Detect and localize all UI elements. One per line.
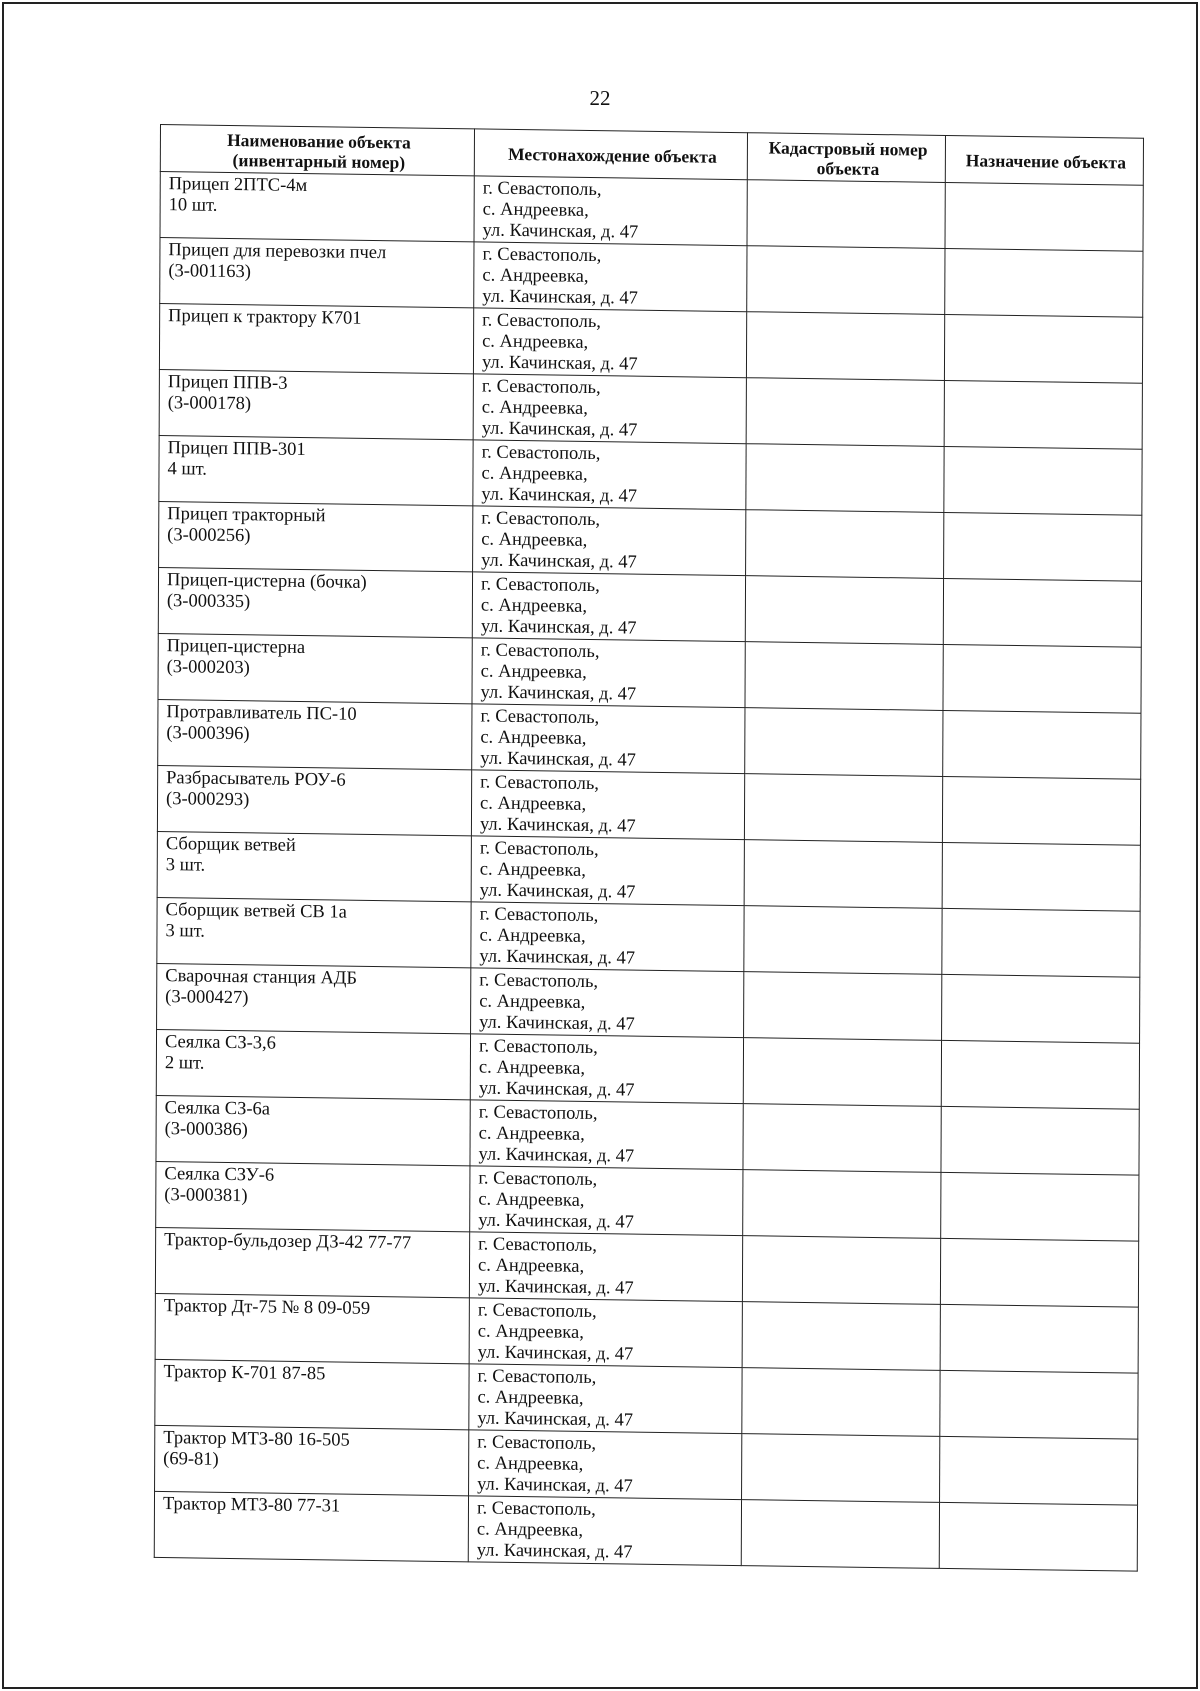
- location-line: г. Севастополь,: [479, 838, 599, 861]
- location-line: ул. Качинская, д. 47: [477, 1342, 634, 1365]
- object-name-cell: [159, 501, 473, 571]
- object-name-cell: [158, 567, 472, 637]
- header-cadastral-number: Кадастровый номер объекта: [747, 133, 945, 183]
- object-location-cell: [473, 308, 746, 378]
- object-inventory-number: (3-001163): [168, 261, 251, 283]
- cadastral-number-cell: [744, 972, 942, 1041]
- cadastral-number-cell: [745, 774, 943, 843]
- location-line: с. Андреевка,: [478, 1123, 585, 1145]
- location-line: г. Севастополь,: [482, 310, 601, 333]
- object-name: Прицеп-цистерна: [166, 636, 306, 659]
- object-name-cell: [155, 1359, 469, 1429]
- object-location-cell: [472, 638, 745, 708]
- object-inventory-number: (3-000178): [167, 393, 252, 415]
- location-line: с. Андреевка,: [478, 1057, 586, 1079]
- object-name-cell: [159, 303, 473, 373]
- header-object-purpose: Назначение объекта: [945, 135, 1143, 185]
- object-inventory-number: (3-000335): [166, 591, 251, 613]
- header-object-location: Местонахождение объекта: [474, 129, 747, 180]
- location-line: с. Андреевка,: [477, 1387, 584, 1409]
- object-name-cell: [157, 831, 471, 901]
- object-name: Сеялка СЗ-3,6: [164, 1032, 277, 1054]
- object-name: Сеялка СЗ-6а: [164, 1098, 271, 1120]
- object-name: Прицеп ППВ-3: [167, 372, 288, 394]
- location-line: г. Севастополь,: [477, 1366, 597, 1389]
- object-purpose-cell: [942, 908, 1140, 977]
- object-purpose-cell: [945, 182, 1143, 251]
- cadastral-number-cell: [747, 246, 945, 315]
- object-inventory-number: 2 шт.: [164, 1053, 205, 1074]
- object-location-cell: [471, 836, 744, 906]
- object-name: Трактор Дт-75 № 8 09-059: [163, 1296, 371, 1319]
- location-line: ул. Качинская, д. 47: [482, 286, 638, 309]
- object-location-cell: [471, 902, 744, 972]
- location-line: г. Севастополь,: [479, 904, 599, 927]
- cadastral-number-cell: [747, 180, 945, 249]
- object-location-cell: [470, 1034, 743, 1104]
- location-line: ул. Качинская, д. 47: [479, 1012, 635, 1035]
- location-line: г. Севастополь,: [480, 772, 599, 795]
- location-line: г. Севастополь,: [478, 1168, 598, 1191]
- location-line: г. Севастополь,: [478, 1102, 598, 1125]
- object-purpose-cell: [942, 842, 1140, 911]
- location-line: ул. Качинская, д. 47: [481, 484, 638, 507]
- object-name-cell: [160, 238, 474, 308]
- object-purpose-cell: [942, 776, 1140, 845]
- location-line: с. Андреевка,: [481, 397, 588, 419]
- location-line: ул. Качинская, д. 47: [478, 1144, 635, 1167]
- object-name-cell: [156, 1095, 470, 1165]
- header-object-name: Наименование объекта (инвентарный номер): [160, 125, 474, 176]
- object-name-cell: [157, 897, 471, 967]
- cadastral-number-cell: [743, 1038, 941, 1107]
- object-purpose-cell: [940, 1304, 1138, 1373]
- object-location-cell: [471, 770, 744, 840]
- object-name-cell: [158, 699, 472, 769]
- object-location-cell: [473, 440, 746, 510]
- location-line: г. Севастополь,: [481, 376, 601, 399]
- object-name-cell: [157, 963, 471, 1033]
- object-location-cell: [473, 506, 746, 576]
- cadastral-number-cell: [743, 1170, 941, 1239]
- location-line: ул. Качинская, д. 47: [478, 1210, 634, 1233]
- object-inventory-number: (3-000293): [166, 789, 250, 811]
- object-name-cell: [155, 1293, 469, 1363]
- object-purpose-cell: [940, 1370, 1138, 1439]
- object-purpose-cell: [940, 1238, 1138, 1307]
- cadastral-number-cell: [741, 1500, 939, 1569]
- object-purpose-cell: [941, 1106, 1139, 1175]
- object-location-cell: [469, 1232, 742, 1302]
- location-line: с. Андреевка,: [480, 727, 587, 749]
- object-inventory-number: (3-000203): [166, 657, 250, 679]
- location-line: с. Андреевка,: [479, 991, 586, 1013]
- object-location-cell: [472, 704, 745, 774]
- location-line: с. Андреевка,: [477, 1453, 584, 1475]
- location-line: ул. Качинская, д. 47: [480, 616, 637, 639]
- object-inventory-number: (3-000381): [164, 1185, 248, 1207]
- object-location-cell: [469, 1430, 742, 1500]
- object-purpose-cell: [944, 314, 1142, 383]
- object-name: Прицеп к трактору К701: [168, 306, 362, 329]
- location-line: с. Андреевка,: [479, 925, 586, 947]
- object-name-cell: [157, 765, 471, 835]
- object-name-cell: [154, 1491, 468, 1561]
- object-purpose-cell: [943, 710, 1141, 779]
- object-inventory-number: (3-000396): [166, 723, 250, 745]
- cadastral-number-cell: [744, 840, 942, 909]
- location-line: г. Севастополь,: [477, 1300, 597, 1323]
- property-registry-table: [154, 124, 1144, 1572]
- object-location-cell: [469, 1298, 742, 1368]
- location-line: с. Андреевка,: [482, 331, 589, 353]
- object-name-cell: [158, 633, 472, 703]
- location-line: г. Севастополь,: [478, 1234, 597, 1257]
- location-line: ул. Качинская, д. 47: [479, 946, 636, 969]
- location-line: ул. Качинская, д. 47: [481, 352, 638, 375]
- object-location-cell: [474, 242, 747, 312]
- cadastral-number-cell: [744, 906, 942, 975]
- object-name-cell: [159, 435, 473, 505]
- object-name: Трактор МТЗ-80 77-31: [162, 1494, 341, 1517]
- object-name: Сеялка СЗУ-6: [164, 1164, 275, 1186]
- location-line: с. Андреевка,: [480, 595, 588, 617]
- object-purpose-cell: [944, 446, 1142, 515]
- object-name: Протравливатель ПС-10: [166, 702, 357, 725]
- object-name-cell: [160, 172, 474, 242]
- location-line: г. Севастополь,: [480, 640, 600, 663]
- object-name-cell: [156, 1029, 470, 1099]
- cadastral-number-cell: [742, 1368, 940, 1437]
- location-line: ул. Качинская, д. 47: [479, 880, 636, 903]
- object-inventory-number: (3-000386): [164, 1119, 248, 1141]
- location-line: г. Севастополь,: [481, 442, 601, 465]
- object-purpose-cell: [941, 1040, 1139, 1109]
- object-name-cell: [156, 1161, 470, 1231]
- cadastral-number-cell: [743, 1104, 941, 1173]
- object-inventory-number: (69-81): [163, 1449, 219, 1470]
- location-line: с. Андреевка,: [480, 793, 587, 815]
- object-inventory-number: 10 шт.: [168, 195, 218, 216]
- object-name-cell: [155, 1425, 469, 1495]
- object-location-cell: [472, 572, 745, 642]
- object-purpose-cell: [940, 1436, 1138, 1505]
- object-location-cell: [470, 1166, 743, 1236]
- location-line: ул. Качинская, д. 47: [480, 682, 637, 705]
- location-line: г. Севастополь,: [476, 1498, 596, 1521]
- cadastral-number-cell: [745, 708, 943, 777]
- cadastral-number-cell: [746, 378, 944, 447]
- object-purpose-cell: [944, 512, 1142, 581]
- cadastral-number-cell: [742, 1302, 940, 1371]
- object-location-cell: [470, 1100, 743, 1170]
- object-purpose-cell: [943, 644, 1141, 713]
- location-line: с. Андреевка,: [482, 199, 589, 221]
- location-line: ул. Качинская, д. 47: [477, 1408, 634, 1431]
- location-line: с. Андреевка,: [478, 1255, 585, 1277]
- location-line: г. Севастополь,: [478, 1036, 598, 1059]
- location-line: г. Севастополь,: [482, 178, 602, 201]
- cadastral-number-cell: [745, 642, 943, 711]
- cadastral-number-cell: [746, 510, 944, 579]
- page-number: 22: [589, 86, 611, 110]
- cadastral-number-cell: [746, 444, 944, 513]
- object-name: Прицеп-цистерна (бочка): [166, 570, 367, 593]
- object-name: Сварочная станция АДБ: [165, 966, 358, 989]
- location-line: г. Севастополь,: [479, 970, 599, 993]
- location-line: г. Севастополь,: [482, 244, 602, 267]
- object-purpose-cell: [939, 1502, 1137, 1571]
- object-purpose-cell: [942, 974, 1140, 1043]
- object-location-cell: [468, 1496, 741, 1566]
- object-purpose-cell: [943, 578, 1141, 647]
- location-line: ул. Качинская, д. 47: [480, 748, 636, 771]
- location-line: с. Андреевка,: [482, 265, 589, 287]
- object-inventory-number: (3-000427): [165, 987, 249, 1009]
- location-line: ул. Качинская, д. 47: [481, 418, 638, 441]
- cadastral-number-cell: [747, 312, 945, 381]
- object-purpose-cell: [941, 1172, 1139, 1241]
- location-line: с. Андреевка,: [481, 463, 588, 485]
- location-line: г. Севастополь,: [480, 706, 600, 729]
- location-line: с. Андреевка,: [476, 1519, 584, 1541]
- object-inventory-number: (3-000256): [167, 525, 251, 547]
- location-line: ул. Качинская, д. 47: [476, 1540, 633, 1563]
- object-name-cell: [155, 1227, 469, 1297]
- object-name: Трактор-бульдозер ДЗ-42 77-77: [164, 1230, 412, 1254]
- location-line: г. Севастополь,: [480, 574, 600, 597]
- object-inventory-number: 4 шт.: [167, 459, 207, 480]
- object-name: Прицеп для перевозки пчел: [168, 240, 387, 264]
- location-line: с. Андреевка,: [479, 859, 586, 881]
- object-name: Сборщик ветвей: [165, 834, 296, 856]
- object-name: Прицеп ППВ-301: [167, 438, 306, 461]
- cadastral-number-cell: [743, 1236, 941, 1305]
- location-line: ул. Качинская, д. 47: [481, 550, 637, 573]
- location-line: с. Андреевка,: [481, 529, 588, 551]
- object-location-cell: [471, 968, 744, 1038]
- object-inventory-number: 3 шт.: [165, 921, 205, 942]
- location-line: г. Севастополь,: [481, 508, 601, 531]
- object-name: Трактор К-701 87-85: [163, 1362, 326, 1385]
- location-line: с. Андреевка,: [480, 661, 587, 683]
- location-line: ул. Качинская, д. 47: [477, 1276, 634, 1299]
- location-line: ул. Качинская, д. 47: [482, 220, 639, 243]
- cadastral-number-cell: [742, 1434, 940, 1503]
- object-location-cell: [473, 374, 746, 444]
- object-name: Сборщик ветвей СВ 1а: [165, 900, 347, 923]
- object-name: Разбрасыватель РОУ-6: [166, 768, 346, 791]
- object-name-cell: [159, 369, 473, 439]
- object-location-cell: [469, 1364, 742, 1434]
- object-inventory-number: 3 шт.: [165, 855, 206, 876]
- location-line: ул. Качинская, д. 47: [477, 1474, 633, 1497]
- location-line: ул. Качинская, д. 47: [478, 1078, 635, 1101]
- location-line: ул. Качинская, д. 47: [479, 814, 636, 837]
- object-name: Прицеп 2ПТС-4м: [168, 174, 308, 197]
- object-name: Трактор МТЗ-80 16-505: [163, 1428, 350, 1451]
- location-line: с. Андреевка,: [477, 1321, 584, 1343]
- object-name: Прицеп тракторный: [167, 504, 326, 527]
- table-body: [154, 172, 1143, 1572]
- table-row: [154, 1491, 1137, 1571]
- location-line: г. Севастополь,: [477, 1432, 597, 1455]
- object-purpose-cell: [944, 380, 1142, 449]
- object-location-cell: [474, 176, 747, 246]
- location-line: с. Андреевка,: [478, 1189, 585, 1211]
- cadastral-number-cell: [745, 576, 943, 645]
- object-purpose-cell: [945, 248, 1143, 317]
